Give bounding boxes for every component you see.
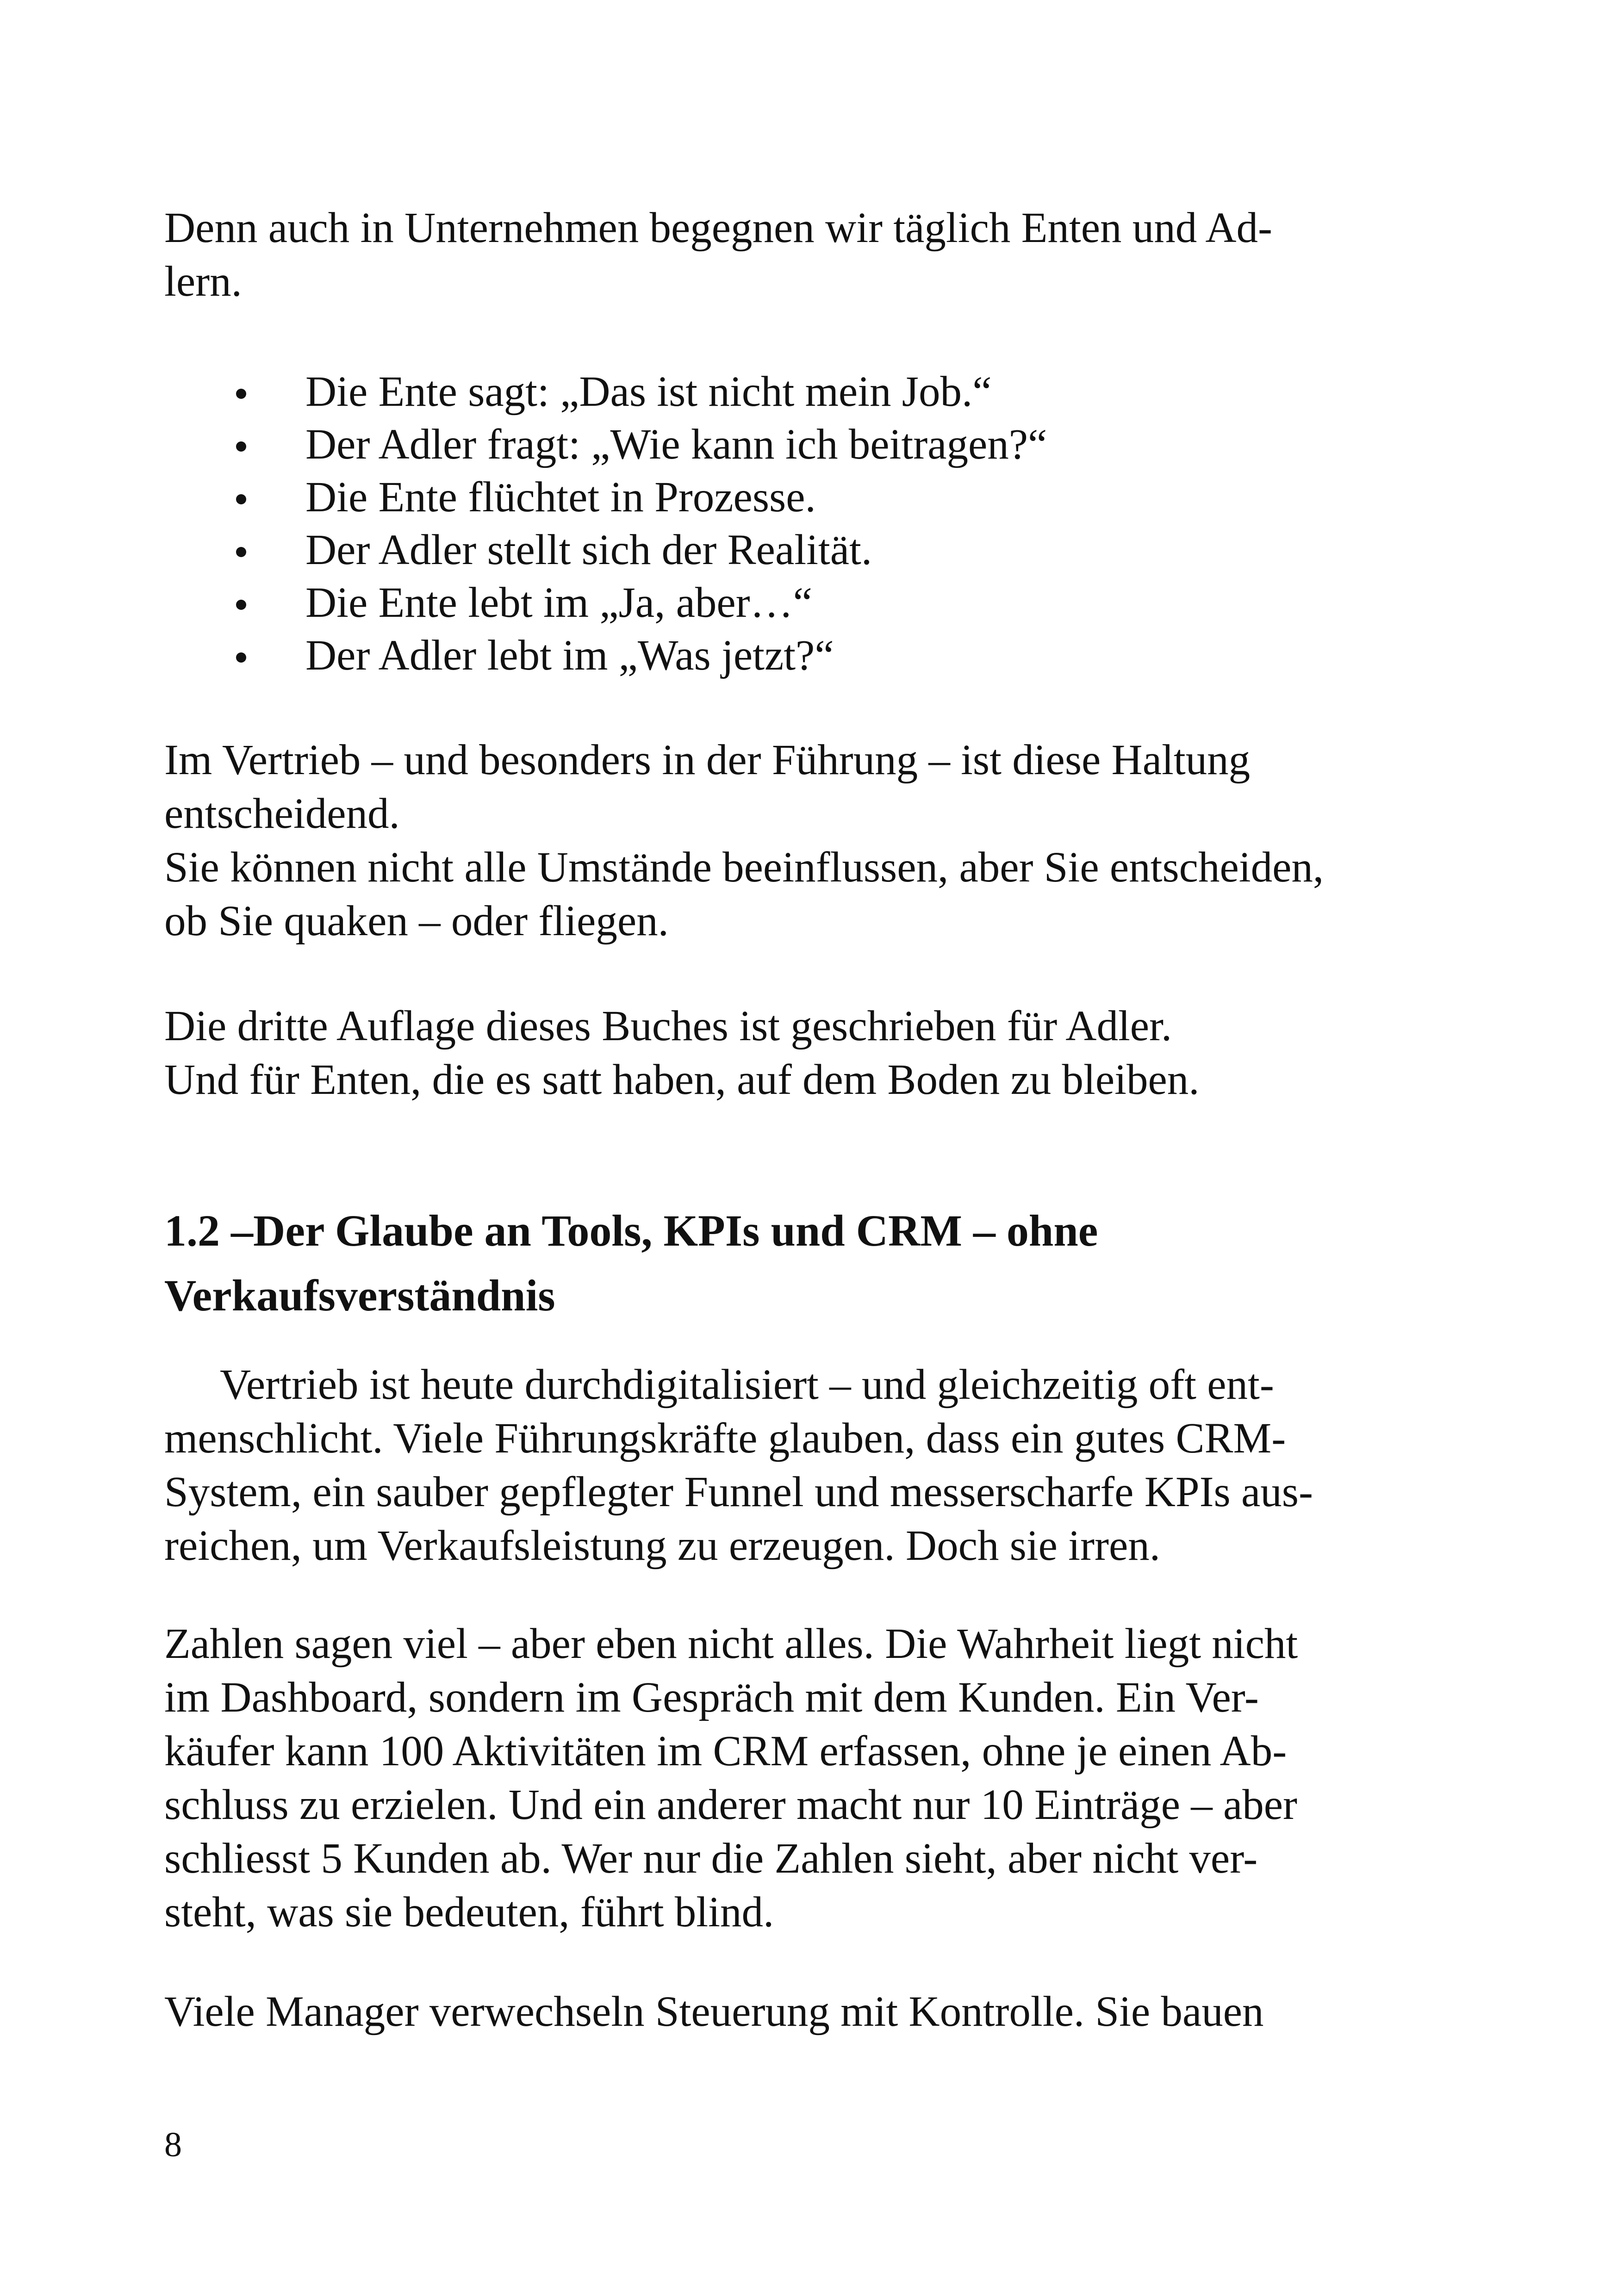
- paragraph-digital: [164, 1358, 1451, 1573]
- paragraph-zahlen: [164, 1617, 1451, 1939]
- text-line: lern.: [164, 258, 242, 305]
- bullet-text: Die Ente sagt: „Das ist nicht mein Job.“: [305, 368, 992, 416]
- bullet-icon: [236, 494, 246, 504]
- bullet-text: Die Ente flüchtet in Prozesse.: [305, 473, 816, 521]
- heading-line: Verkaufsverständnis: [164, 1271, 555, 1320]
- bullet-text: Der Adler lebt im „Was jetzt?“: [305, 632, 834, 679]
- text-line: Denn auch in Unternehmen begegnen wir täglich Enten und Ad-: [164, 204, 1273, 252]
- bullet-item: [236, 524, 1047, 577]
- text-line: reichen, um Verkaufsleistung zu erzeugen. Doch sie irren.: [164, 1522, 1160, 1570]
- text-line: steht, was sie bedeuten, führt blind.: [164, 1888, 774, 1936]
- section-heading: [164, 1198, 1451, 1328]
- bullet-icon: [236, 547, 246, 557]
- bullet-item: [236, 629, 1047, 682]
- bullet-list: [236, 366, 1047, 682]
- text-line: käufer kann 100 Aktivitäten im CRM erfassen, ohne je einen Ab-: [164, 1727, 1287, 1775]
- page-number: 8: [164, 2125, 182, 2164]
- bullet-text: Die Ente lebt im „Ja, aber…“: [305, 579, 812, 627]
- text-line: System, ein sauber gepflegter Funnel und messerscharfe KPIs aus-: [164, 1468, 1313, 1516]
- text-line: schluss zu erzielen. Und ein anderer macht nur 10 Einträge – aber: [164, 1781, 1298, 1829]
- text-line: Die dritte Auflage dieses Buches ist geschrieben für Adler.: [164, 1002, 1172, 1050]
- bullet-text: Der Adler fragt: „Wie kann ich beitragen?“: [305, 421, 1047, 468]
- bullet-text: Der Adler stellt sich der Realität.: [305, 526, 872, 574]
- bullet-icon: [236, 600, 246, 610]
- text-line: menschlicht. Viele Führungskräfte glauben, dass ein gutes CRM-: [164, 1415, 1286, 1462]
- text-line: schliesst 5 Kunden ab. Wer nur die Zahlen sieht, aber nicht ver-: [164, 1835, 1258, 1882]
- bullet-item: [236, 471, 1047, 524]
- text-line: Im Vertrieb – und besonders in der Führung – ist diese Haltung: [164, 736, 1251, 784]
- bullet-icon: [236, 389, 246, 399]
- bullet-icon: [236, 652, 246, 663]
- paragraph-manager: [164, 1985, 1451, 2039]
- text-line: Viele Manager verwechseln Steuerung mit Kontrolle. Sie bauen: [164, 1988, 1264, 2035]
- bullet-item: [236, 366, 1047, 418]
- heading-line: 1.2 –Der Glaube an Tools, KPIs und CRM – ohne: [164, 1206, 1098, 1255]
- text-line: ob Sie quaken – oder fliegen.: [164, 897, 669, 945]
- paragraph-intro: [164, 201, 1451, 309]
- text-line: Zahlen sagen viel – aber eben nicht alles. Die Wahrheit liegt nicht: [164, 1620, 1298, 1668]
- text-line: Vertrieb ist heute durchdigitalisiert – und gleichzeitig oft ent-: [220, 1361, 1274, 1409]
- paragraph-auflage: [164, 999, 1451, 1107]
- text-line: Und für Enten, die es satt haben, auf dem Boden zu bleiben.: [164, 1056, 1200, 1104]
- bullet-item: [236, 577, 1047, 629]
- bullet-icon: [236, 441, 246, 452]
- bullet-item: [236, 418, 1047, 471]
- text-line: entscheidend.: [164, 790, 400, 838]
- paragraph-vertrieb: [164, 733, 1451, 948]
- text-line: Sie können nicht alle Umstände beeinflussen, aber Sie entscheiden,: [164, 844, 1324, 891]
- text-line: im Dashboard, sondern im Gespräch mit dem Kunden. Ein Ver-: [164, 1674, 1259, 1721]
